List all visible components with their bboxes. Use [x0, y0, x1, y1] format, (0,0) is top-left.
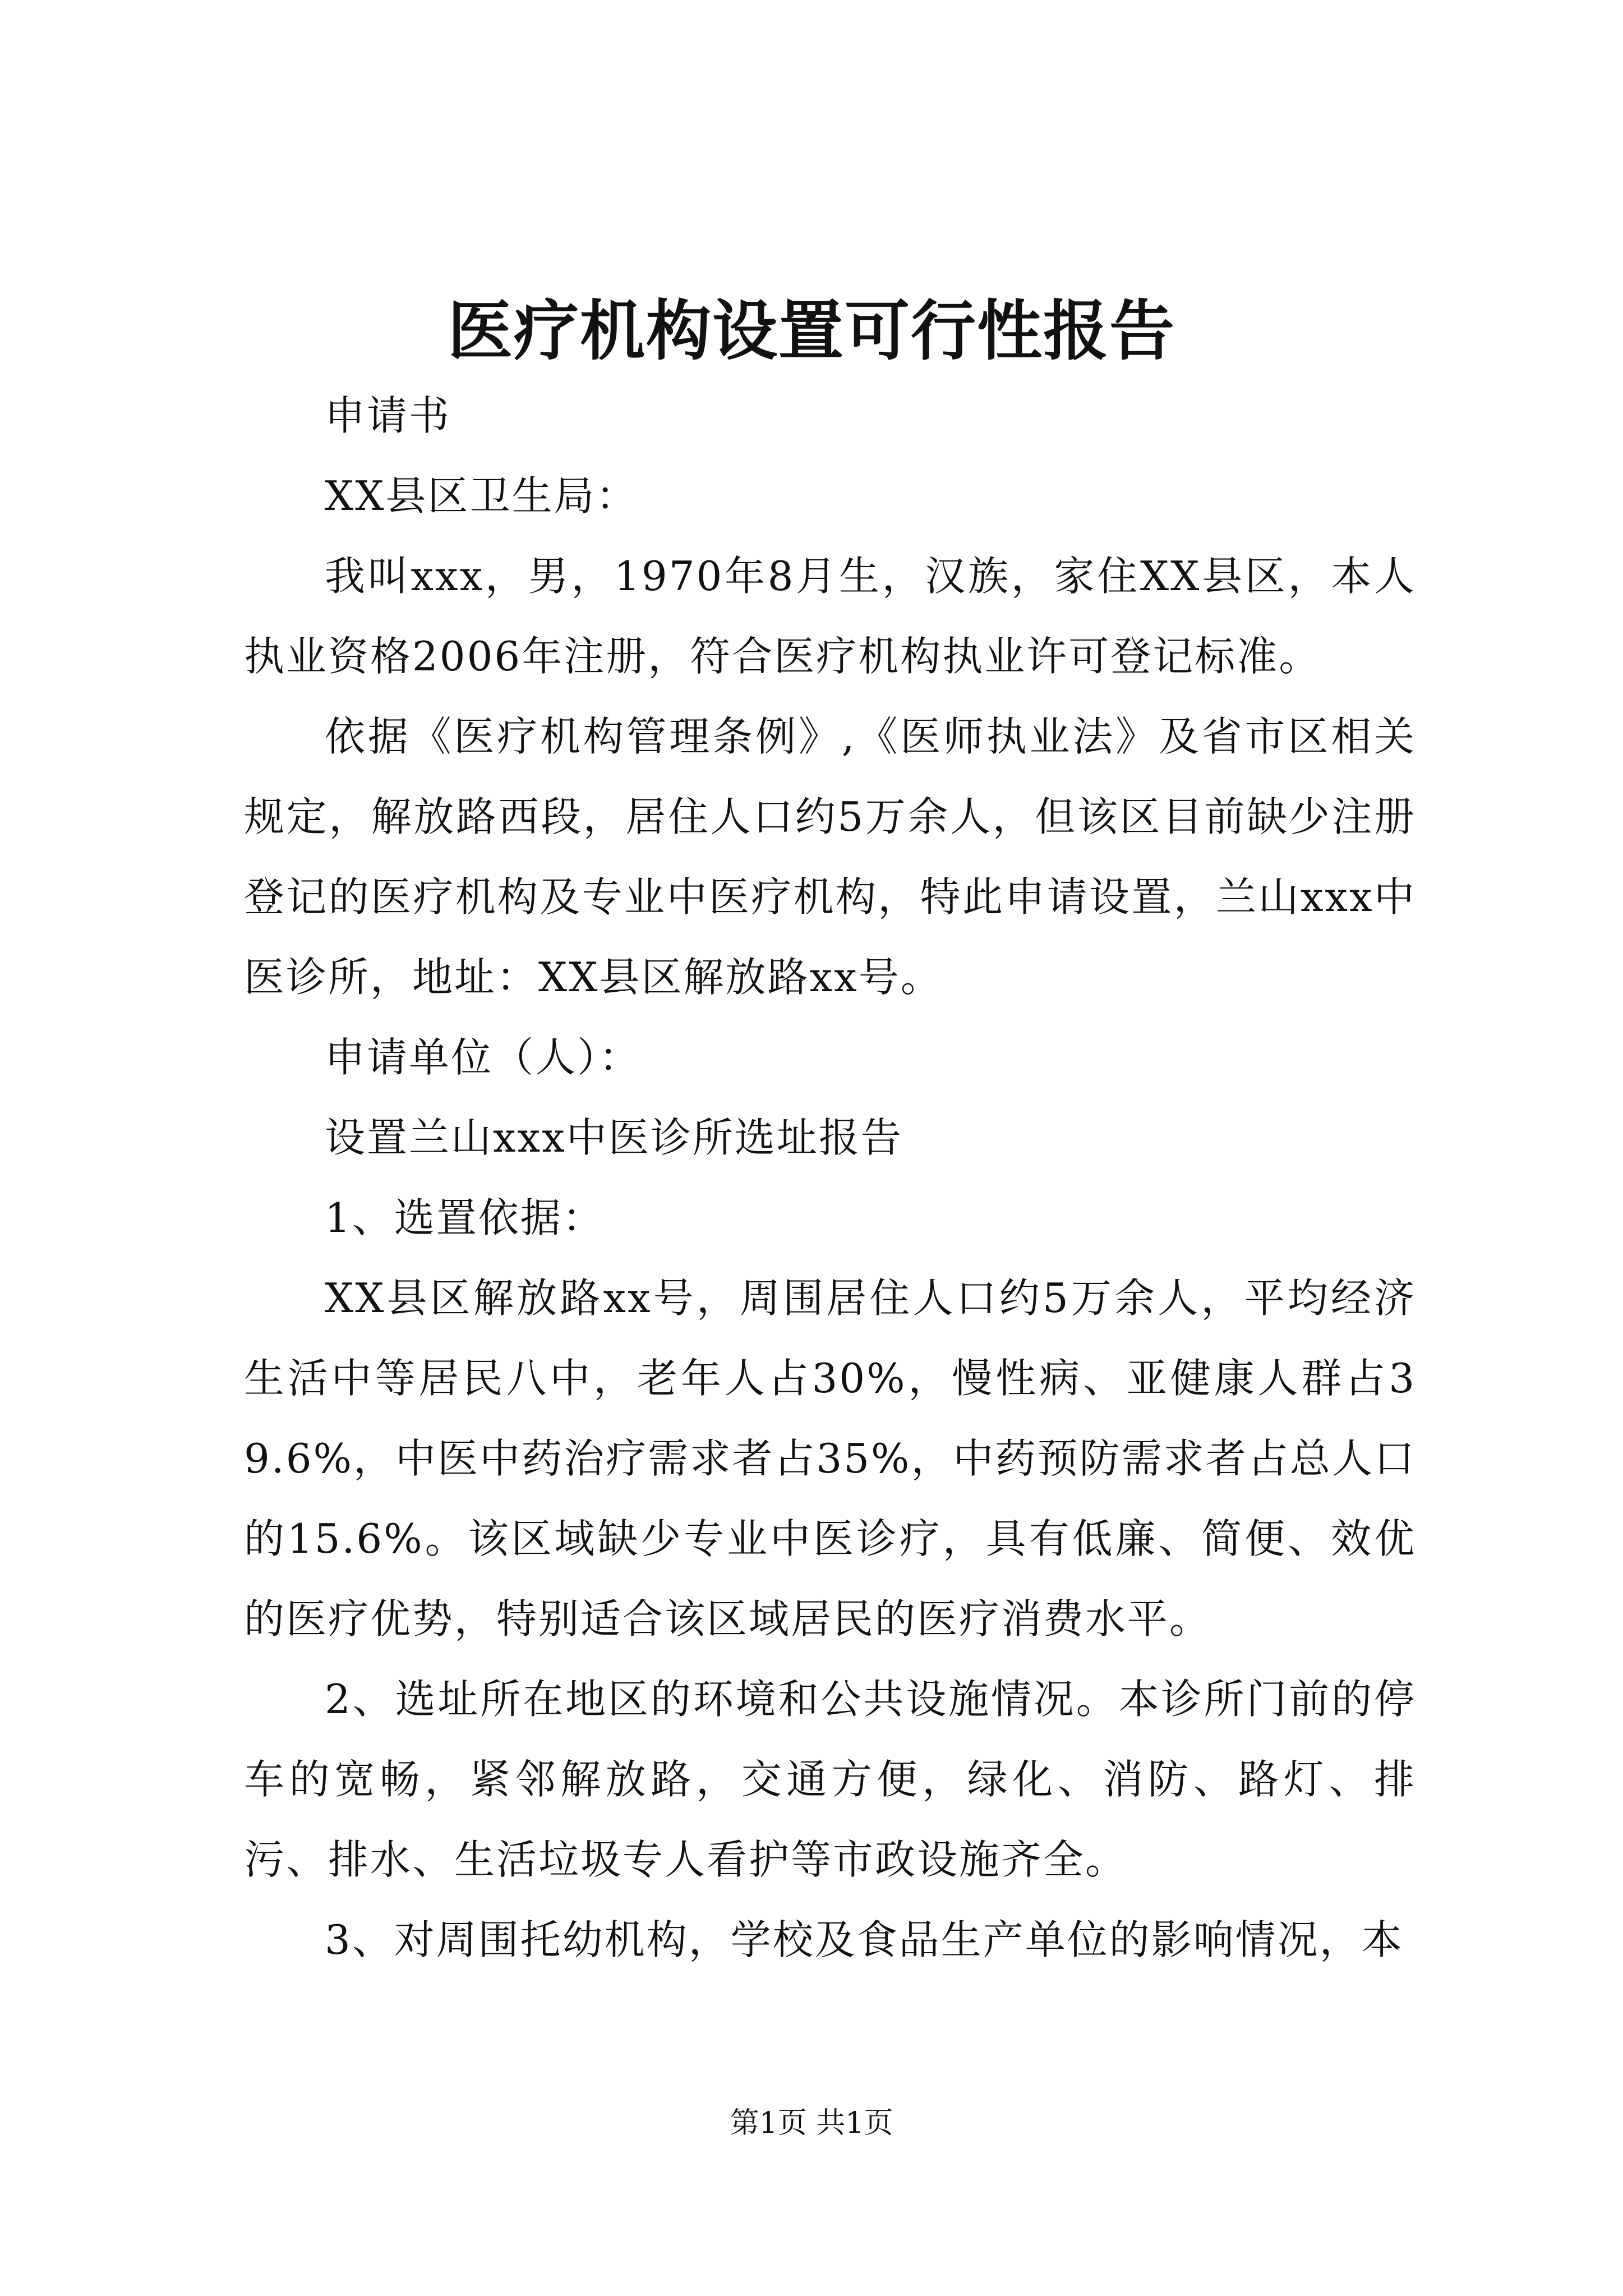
document-body	[244, 376, 1416, 1980]
paragraph-section-1-body: XX县区解放路xx号，周围居住人口约5万余人，平均经济生活中等居民八中，老年人占30%，慢性病、亚健康人群占39.6%，中医中药治疗需求者占35%，中药预防需求者占总人口的15.6%。该区域缺少专业中医诊疗，具有低廉、简便、效优的医疗优势，特别适合该区域居民的医疗消费水平。	[244, 1274, 1416, 1642]
paragraph-site-report-title: 设置兰山xxx中医诊所选址报告	[325, 1114, 903, 1161]
paragraph-section-3: 3、对周围托幼机构，学校及食品生产单位的影响情况，本	[325, 1916, 1404, 1963]
paragraph-heading-application: 申请书	[325, 392, 451, 439]
paragraph-section-1-heading: 1、选置依据：	[325, 1194, 605, 1241]
paragraph-addressee: XX县区卫生局：	[325, 472, 638, 519]
page-footer: 第1页 共1页	[730, 2106, 893, 2140]
paragraph-applicant-unit: 申请单位（人）：	[325, 1034, 642, 1081]
paragraph-section-2: 2、选址所在地区的环境和公共设施情况。本诊所门前的停车的宽畅，紧邻解放路，交通方便，绿化、消防、路灯、排污、排水、生活垃圾专人看护等市政设施齐全。	[244, 1676, 1416, 1883]
paragraph-applicant-info: 我叫xxx，男，1970年8月生，汉族，家住XX县区，本人执业资格2006年注册，符合医疗机构执业许可登记标准。	[244, 553, 1416, 680]
document-title: 医疗机构设置可行性报告	[448, 293, 1175, 369]
paragraph-basis: 依据《医疗机构管理条例》,《医师执业法》及省市区相关规定，解放路西段，居住人口约5万余人，但该区目前缺少注册登记的医疗机构及专业中医疗机构，特此申请设置，兰山xxx中医诊所，地址：XX县区解放路xx号。	[244, 713, 1416, 1001]
